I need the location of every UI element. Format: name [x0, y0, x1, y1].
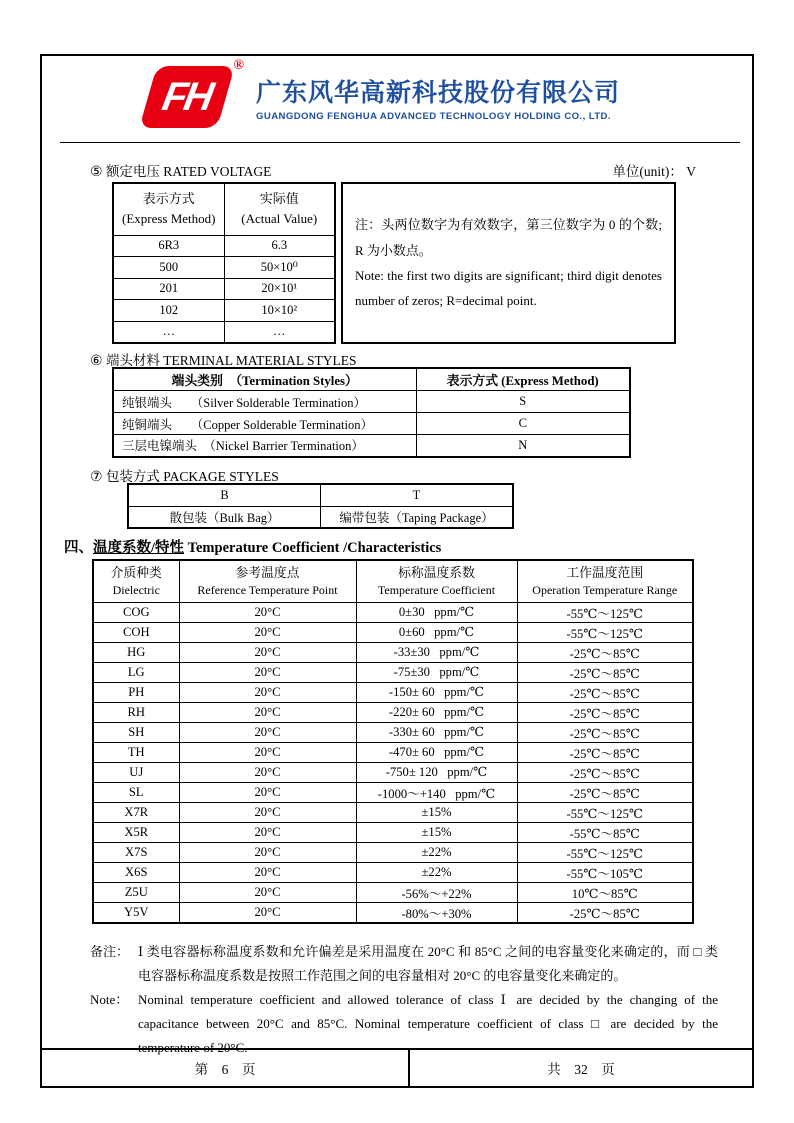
- table-row: [113, 235, 335, 257]
- table-cell: SH: [93, 722, 179, 742]
- table-cell: -25℃～85℃: [517, 722, 693, 742]
- table-cell: -55℃～105℃: [517, 862, 693, 882]
- table-cell: 6R3: [113, 235, 224, 257]
- company-names: [256, 73, 620, 122]
- table-cell: -25℃～85℃: [517, 702, 693, 722]
- table-cell: RH: [93, 702, 179, 722]
- table-cell: -25℃～85℃: [517, 742, 693, 762]
- table-cell: TH: [93, 742, 179, 762]
- table-header-row: [113, 368, 630, 391]
- column-header-temperature-coefficient: 标称温度系数 Temperature Coefficient: [356, 560, 517, 602]
- table-cell: T: [321, 484, 514, 506]
- table-cell: -25℃～85℃: [517, 682, 693, 702]
- table-cell: -25℃～85℃: [517, 782, 693, 802]
- rated-voltage-table: [112, 182, 336, 344]
- terminal-material-table: [112, 367, 631, 458]
- table-cell: -55℃～125℃: [517, 842, 693, 862]
- table-row: [113, 257, 335, 279]
- table-cell: 0±30 ppm/℃: [356, 602, 517, 622]
- table-cell: 20°C: [179, 782, 356, 802]
- table-cell: -75±30 ppm/℃: [356, 662, 517, 682]
- table-cell: 20°C: [179, 902, 356, 923]
- table-cell: COG: [93, 602, 179, 622]
- remark-body: Ⅰ 类电容器标称温度系数和允许偏差是采用温度在 20°C 和 85°C 之间的电容量变化来确定的，而 □ 类电容器标称温度系数是按照工作范围之间的电容量相对 20°C 的电容量变化来确定的。: [138, 944, 718, 984]
- package-styles-table: [127, 483, 514, 529]
- table-row: [93, 622, 693, 642]
- table-cell: COH: [93, 622, 179, 642]
- table-cell: 500: [113, 257, 224, 279]
- table-row: [113, 278, 335, 300]
- table-row: [113, 300, 335, 322]
- voltage-note-en: Note: the first two digits are significant; third digit denotes number of zeros; R=decimal point.: [355, 268, 662, 309]
- table-row: [93, 602, 693, 622]
- table-cell: 纯银端头 （Silver Solderable Termination）: [113, 391, 416, 413]
- table-cell: C: [416, 413, 630, 435]
- note-body: Nominal temperature coefficient and allowed tolerance of class Ⅰ are decided by the changing of the capacitance between 20°C and 85°C. Nominal temperature coefficient of class □ are decided by the temperature of 20°C.: [138, 992, 718, 1056]
- table-cell: 20°C: [179, 862, 356, 882]
- logo-letters: FH: [159, 74, 215, 119]
- table-cell: 20×10¹: [224, 278, 335, 300]
- table-cell: 20°C: [179, 662, 356, 682]
- column-header-actual-value: 实际值 (Actual Value): [224, 183, 335, 235]
- table-row: [128, 484, 513, 506]
- table-cell: 6.3: [224, 235, 335, 257]
- section6-title: ⑥ 端头材料 TERMINAL MATERIAL STYLES: [90, 353, 357, 369]
- table-cell: -25℃～85℃: [517, 662, 693, 682]
- table-cell: 0±60 ppm/℃: [356, 622, 517, 642]
- company-name-en: GUANGDONG FENGHUA ADVANCED TECHNOLOGY HOLDING CO., LTD.: [256, 110, 611, 122]
- table-row: [93, 822, 693, 842]
- section5-heading-row: [90, 160, 696, 181]
- table-cell: LG: [93, 662, 179, 682]
- table-row: [113, 413, 630, 435]
- table-row: [113, 391, 630, 413]
- table-cell: -56%～+22%: [356, 882, 517, 902]
- section4-title: 四、温度系数/特性 Temperature Coefficient /Characteristics: [64, 540, 442, 556]
- section5-number: ⑤: [90, 165, 103, 180]
- table-cell: -33±30 ppm/℃: [356, 642, 517, 662]
- voltage-note-box: [341, 182, 676, 344]
- table-cell: 20°C: [179, 602, 356, 622]
- table-cell: -25℃～85℃: [517, 762, 693, 782]
- table-cell: S: [416, 391, 630, 413]
- table-cell: ±15%: [356, 822, 517, 842]
- section5-body: [112, 182, 676, 344]
- table-cell: 20°C: [179, 742, 356, 762]
- table-cell: -150± 60 ppm/℃: [356, 682, 517, 702]
- table-cell: 20°C: [179, 702, 356, 722]
- section6-number: ⑥: [90, 354, 103, 369]
- table-cell: X7S: [93, 842, 179, 862]
- registered-trademark-icon: ®: [233, 58, 244, 73]
- column-header-termination-styles: 端头类别 （Termination Styles）: [113, 368, 416, 391]
- remark-cn: [90, 940, 718, 988]
- table-cell: 201: [113, 278, 224, 300]
- table-cell: 50×10⁰: [224, 257, 335, 279]
- table-cell: 20°C: [179, 762, 356, 782]
- column-header-operation-temperature-range: 工作温度范围 Operation Temperature Range: [517, 560, 693, 602]
- section5-title: ⑤ 额定电压 RATED VOLTAGE: [90, 164, 272, 180]
- column-header-reference-temperature: 参考温度点 Reference Temperature Point: [179, 560, 356, 602]
- column-header-express-method: 表示方式 (Express Method): [416, 368, 630, 391]
- table-cell: …: [113, 321, 224, 343]
- table-header-row: [93, 560, 693, 602]
- table-row: [93, 802, 693, 822]
- table-cell: X6S: [93, 862, 179, 882]
- table-cell: -55℃～125℃: [517, 802, 693, 822]
- table-cell: 三层电镍端头 （Nickel Barrier Termination）: [113, 435, 416, 457]
- table-row: [93, 782, 693, 802]
- table-cell: Y5V: [93, 902, 179, 923]
- table-row: [93, 862, 693, 882]
- table-cell: 20°C: [179, 622, 356, 642]
- table-cell: -330± 60 ppm/℃: [356, 722, 517, 742]
- table-row: [93, 762, 693, 782]
- table-cell: 编带包装（Taping Package）: [321, 506, 514, 528]
- table-row: [93, 662, 693, 682]
- unit-label: 单位(unit)： V: [612, 164, 696, 179]
- company-name-cn: 广东风华高新科技股份有限公司: [256, 78, 621, 107]
- table-cell: -25℃～85℃: [517, 902, 693, 923]
- table-cell: HG: [93, 642, 179, 662]
- remark-label: 备注：: [90, 944, 130, 959]
- company-logo: [142, 58, 244, 130]
- table-cell: PH: [93, 682, 179, 702]
- table-cell: -80%～+30%: [356, 902, 517, 923]
- fenghua-logo-icon: [139, 66, 235, 128]
- table-cell: 20°C: [179, 642, 356, 662]
- column-header-express-method: 表示方式 (Express Method): [113, 183, 224, 235]
- table-cell: B: [128, 484, 321, 506]
- footer-total-pages: 共 32 页: [547, 1062, 615, 1077]
- section7-title: ⑦ 包装方式 PACKAGE STYLES: [90, 469, 279, 485]
- table-cell: ±15%: [356, 802, 517, 822]
- table-cell: 散包装（Bulk Bag）: [128, 506, 321, 528]
- table-cell: X7R: [93, 802, 179, 822]
- table-cell: 20°C: [179, 722, 356, 742]
- table-cell: X5R: [93, 822, 179, 842]
- note-label: Note：: [90, 992, 129, 1007]
- table-cell: -750± 120 ppm/℃: [356, 762, 517, 782]
- table-row: [128, 506, 513, 528]
- table-row: [93, 902, 693, 923]
- section7-number: ⑦: [90, 470, 103, 485]
- table-cell: 10℃～85℃: [517, 882, 693, 902]
- table-row: [93, 722, 693, 742]
- document-header: [142, 58, 621, 130]
- table-cell: 20°C: [179, 822, 356, 842]
- page-footer: [42, 1048, 752, 1086]
- table-cell: -55℃～125℃: [517, 622, 693, 642]
- table-cell: Z5U: [93, 882, 179, 902]
- table-row: [113, 435, 630, 457]
- table-cell: 20°C: [179, 682, 356, 702]
- table-cell: -470± 60 ppm/℃: [356, 742, 517, 762]
- table-cell: SL: [93, 782, 179, 802]
- table-cell: 纯铜端头 （Copper Solderable Termination）: [113, 413, 416, 435]
- header-divider: [60, 142, 740, 143]
- voltage-note-cn: 注：头两位数字为有效数字，第三位数字为 0 的个数; R 为小数点。: [355, 217, 662, 258]
- footer-page-number: 第 6 页: [42, 1050, 410, 1086]
- column-header-dielectric: 介质种类 Dielectric: [93, 560, 179, 602]
- table-row: [113, 321, 335, 343]
- table-cell: 10×10²: [224, 300, 335, 322]
- table-cell: ±22%: [356, 862, 517, 882]
- table-cell: 102: [113, 300, 224, 322]
- table-row: [93, 642, 693, 662]
- table-cell: -220± 60 ppm/℃: [356, 702, 517, 722]
- table-row: [93, 882, 693, 902]
- table-row: [93, 682, 693, 702]
- table-cell: 20°C: [179, 802, 356, 822]
- table-cell: 20°C: [179, 882, 356, 902]
- table-cell: -1000～+140 ppm/℃: [356, 782, 517, 802]
- page-border: [40, 54, 754, 1088]
- temperature-coefficient-table: [92, 559, 694, 924]
- table-row: [93, 702, 693, 722]
- table-cell: UJ: [93, 762, 179, 782]
- table-cell: -25℃～85℃: [517, 642, 693, 662]
- table-cell: N: [416, 435, 630, 457]
- table-row: [93, 742, 693, 762]
- table-header-row: [113, 183, 335, 235]
- table-cell: -55℃～85℃: [517, 822, 693, 842]
- table-cell: -55℃～125℃: [517, 602, 693, 622]
- table-row: [93, 842, 693, 862]
- table-cell: …: [224, 321, 335, 343]
- table-cell: ±22%: [356, 842, 517, 862]
- table-cell: 20°C: [179, 842, 356, 862]
